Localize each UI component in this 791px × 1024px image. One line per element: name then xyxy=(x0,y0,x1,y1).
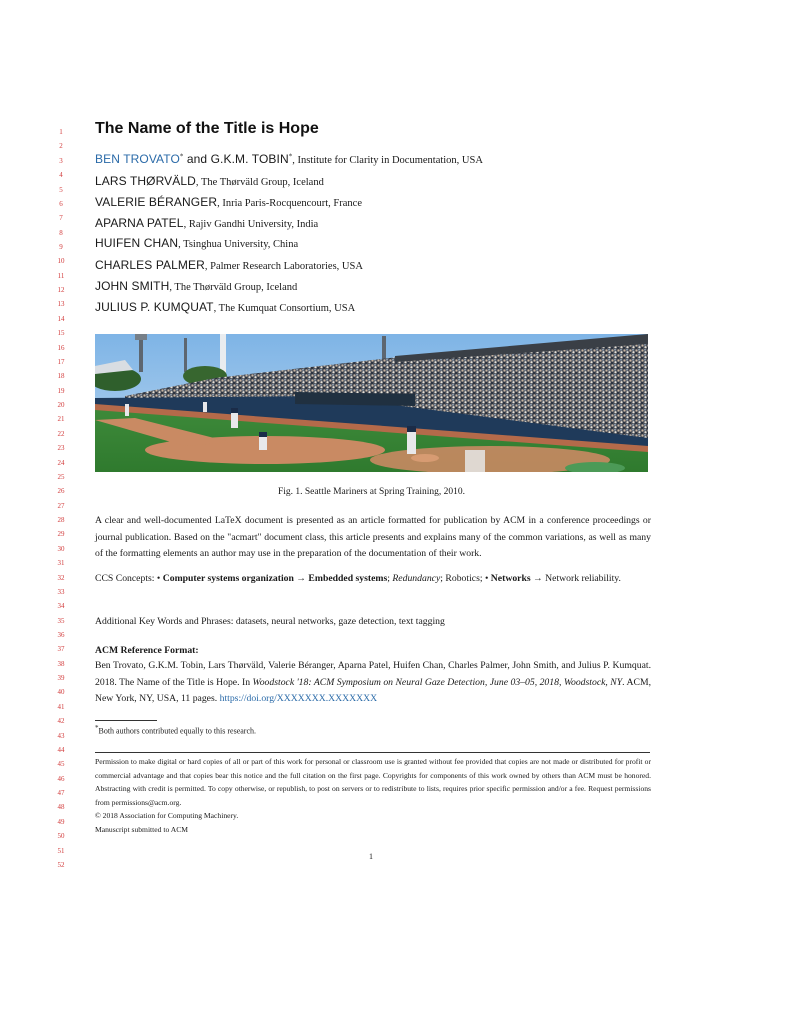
latex-logo: LaTeX xyxy=(214,515,242,526)
author-affiliation: , The Thørväld Group, Iceland xyxy=(195,177,324,188)
reference-text: Ben Trovato, G.K.M. Tobin, Lars Thørväld, Valerie Béranger, Aparna Patel, Huifen Chan, Charles Palmer, John Smith, and Julius P. Kumquat. 2018. The Name of the Title is Hope. In xyxy=(95,660,651,688)
line-number: 37 xyxy=(57,645,65,654)
line-number: 20 xyxy=(57,401,65,409)
line-number: 17 xyxy=(57,357,65,366)
ccs-concept: Network reliability. xyxy=(545,573,621,584)
line-number: 12 xyxy=(57,286,65,295)
page-number: 1 xyxy=(369,852,373,861)
line-number: 38 xyxy=(57,659,65,668)
manuscript-line: Manuscript submitted to ACM xyxy=(95,824,189,834)
ccs-concept: Redundancy xyxy=(392,573,441,584)
line-number: 44 xyxy=(57,745,65,754)
author-name[interactable]: BEN TROVATO xyxy=(95,152,180,166)
line-number: 11 xyxy=(57,271,65,280)
abstract xyxy=(95,513,651,563)
line-number: 4 xyxy=(59,171,63,180)
line-number: 8 xyxy=(59,228,63,237)
line-number: 31 xyxy=(57,559,65,568)
line-number: 45 xyxy=(57,760,65,769)
line-number: 16 xyxy=(57,343,65,352)
author-affiliation: , Rajiv Gandhi University, India xyxy=(183,219,319,230)
acm-reference xyxy=(95,658,651,708)
separator: ; Robotics; xyxy=(440,573,485,584)
footnote-rule xyxy=(95,720,157,721)
author-line xyxy=(95,279,297,293)
line-number: 2 xyxy=(59,142,63,151)
line-number: 3 xyxy=(59,156,63,165)
author-line xyxy=(95,195,362,209)
permission-text: Permission to make digital or hard copies of all or part of this work for personal or classroom use is granted without fee provided that copies are not made or distributed for profit or commercial advantage and that copies bear this notice and the full citation on the first page. Copyrights for components of this work owned by others than ACM must be honored. Abstracting with credit is permitted. To copy otherwise, or republish, to post on servers or to redistribute to lists, requires prior specific permission and/or a fee. Request permissions from permissions@acm.org. xyxy=(95,757,651,807)
line-number: 42 xyxy=(57,717,65,726)
author-line xyxy=(95,300,355,314)
arrow-mark: → xyxy=(530,573,546,584)
line-number: 18 xyxy=(57,372,65,381)
line-number: 29 xyxy=(57,530,65,539)
separator: ; xyxy=(387,573,393,584)
author-name: G.K.M. TOBIN xyxy=(210,152,289,166)
paper-title: The Name of the Title is Hope xyxy=(95,120,319,137)
author-affiliation: , The Kumquat Consortium, USA xyxy=(213,303,356,314)
line-number: 33 xyxy=(57,587,65,596)
author-name: HUIFEN CHAN xyxy=(95,236,179,250)
line-number: 1 xyxy=(59,128,63,136)
line-number: 39 xyxy=(57,674,65,683)
acm-reference-heading: ACM Reference Format: xyxy=(95,645,199,656)
author-affiliation: , Institute for Clarity in Documentation, USA xyxy=(292,155,483,166)
line-number: 51 xyxy=(57,846,65,855)
footnote xyxy=(95,724,256,736)
line-number: 26 xyxy=(57,487,65,496)
line-number: 41 xyxy=(57,702,65,711)
author-affiliation: , Tsinghua University, China xyxy=(178,239,299,250)
author-line xyxy=(95,236,298,250)
reference-venue: Woodstock '18: ACM Symposium on Neural Gaze Detection, June 03–05, 2018, Woodstock, NY xyxy=(252,676,623,688)
ccs-concept: Embedded systems xyxy=(308,573,388,584)
line-number: 10 xyxy=(57,257,65,266)
line-number: 13 xyxy=(57,300,65,309)
line-number: 7 xyxy=(59,214,63,223)
bullet-mark: • xyxy=(484,573,491,584)
ccs-label: CCS Concepts: xyxy=(95,573,157,584)
line-number: 9 xyxy=(59,243,63,251)
abstract-text: A clear and well-documented xyxy=(95,515,215,526)
arrow-mark: → xyxy=(293,573,309,584)
ccs-concept: Networks xyxy=(490,573,531,584)
reference-text: . ACM, New York, NY, USA, 11 pages. xyxy=(95,676,651,704)
ccs-concept: Computer systems organization xyxy=(162,573,294,584)
line-number: 25 xyxy=(57,472,65,481)
line-number: 52 xyxy=(57,860,65,869)
line-number: 6 xyxy=(59,199,63,208)
line-number: 22 xyxy=(57,429,65,438)
permission-block xyxy=(95,755,651,837)
copyright-line: © 2018 Association for Computing Machinery. xyxy=(95,811,239,821)
line-number: 46 xyxy=(57,774,65,783)
author-line xyxy=(95,174,324,188)
line-number: 30 xyxy=(57,544,65,553)
line-number: 24 xyxy=(57,458,65,467)
line-number: 50 xyxy=(57,832,65,841)
line-number: 5 xyxy=(59,185,63,194)
author-affiliation: , Inria Paris-Rocquencourt, France xyxy=(217,198,363,209)
line-number: 35 xyxy=(57,616,65,625)
author-name: JULIUS P. KUMQUAT xyxy=(95,300,214,314)
line-number: 21 xyxy=(57,415,65,424)
line-number: 43 xyxy=(57,731,65,740)
author-line xyxy=(95,258,363,272)
author-affiliation: , The Thørväld Group, Iceland xyxy=(169,282,298,293)
equal-contrib-mark: * xyxy=(288,152,293,161)
line-number: 49 xyxy=(57,817,65,826)
author-name: JOHN SMITH xyxy=(95,279,170,293)
equal-contrib-mark: * xyxy=(179,152,184,161)
author-name: APARNA PATEL xyxy=(95,216,184,230)
line-number: 48 xyxy=(57,803,65,812)
line-number: 40 xyxy=(57,688,65,697)
line-number: 27 xyxy=(57,501,65,510)
line-number: 15 xyxy=(57,329,65,338)
doi-link[interactable]: https://doi.org/XXXXXXX.XXXXXXX xyxy=(219,693,378,704)
line-number: 28 xyxy=(57,516,65,524)
author-name: CHARLES PALMER xyxy=(95,258,205,272)
keywords: Additional Key Words and Phrases: datasets, neural networks, gaze detection, text tagging xyxy=(95,616,445,627)
footnote-mark: * xyxy=(95,724,99,732)
line-number: 36 xyxy=(57,631,65,639)
author-line xyxy=(95,216,318,230)
line-number: 47 xyxy=(57,789,65,797)
footnote-text: Both authors contributed equally to this research. xyxy=(98,726,257,736)
figure-photo xyxy=(95,334,648,472)
abstract-text: document is presented as an article formatted for publication by ACM in a conference proceedings or journal publication. Based on the "acmart" document class, this article presents and explains many of the common variations, as well as many of the formatting elements an author may use in the preparation of the documentation of their work. xyxy=(95,515,651,559)
line-number: 34 xyxy=(57,602,65,611)
author-name: VALERIE BÉRANGER xyxy=(95,195,218,209)
line-number: 14 xyxy=(57,314,65,323)
author-affiliation: , Palmer Research Laboratories, USA xyxy=(204,261,363,272)
author-line xyxy=(95,152,483,166)
line-number: 23 xyxy=(57,444,65,453)
author-connector: and xyxy=(183,152,211,166)
author-name: LARS THØRVÄLD xyxy=(95,174,196,188)
bullet-mark: • xyxy=(156,573,163,584)
permission-rule xyxy=(95,752,650,753)
ccs-concepts xyxy=(95,571,651,588)
figure-caption: Fig. 1. Seattle Mariners at Spring Training, 2010. xyxy=(277,487,466,497)
line-number: 19 xyxy=(57,386,65,395)
line-number: 32 xyxy=(57,573,65,582)
